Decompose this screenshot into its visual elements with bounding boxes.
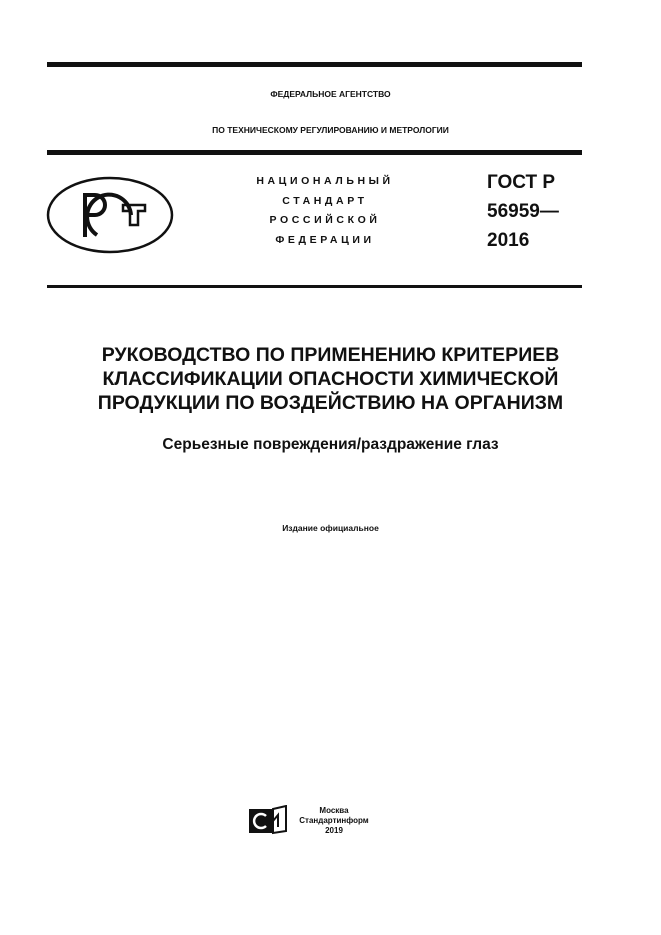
standard-line: НАЦИОНАЛЬНЫЙ [256,175,394,187]
gost-line: 2016 [487,230,530,251]
title-line: ПРОДУКЦИИ ПО ВОЗДЕЙСТВИЮ НА ОРГАНИЗМ [97,392,564,414]
top-rule [47,62,582,67]
title-line: КЛАССИФИКАЦИИ ОПАСНОСТИ ХИМИЧЕСКОЙ [102,368,559,390]
publisher-city: Москва [319,806,349,815]
national-standard-label [225,172,425,250]
gost-number [487,168,559,255]
rst-logo-icon [45,175,175,255]
header-rule [47,150,582,155]
standard-line: ФЕДЕРАЦИИ [275,233,375,246]
agency-line-1: ФЕДЕРАЛЬНОЕ АГЕНТСТВО [270,89,391,99]
publisher-info [298,806,370,836]
gost-line: 56959— [487,201,559,222]
document-title [0,343,661,415]
agency-line-2: ПО ТЕХНИЧЕСКОМУ РЕГУЛИРОВАНИЮ И МЕТРОЛОГИИ [212,125,449,135]
standard-line: РОССИЙСКОЙ [269,214,381,226]
standartinform-logo-icon [248,805,288,837]
publisher-name: Стандартинформ [299,816,369,825]
standard-line: СТАНДАРТ [282,194,368,207]
document-subtitle: Серьезные повреждения/раздражение глаз [162,436,499,453]
section-rule [47,285,582,288]
publisher-year: 2019 [325,826,343,835]
edition-label: Издание официальное [282,523,379,533]
gost-line: ГОСТ Р [487,172,556,193]
title-line: РУКОВОДСТВО ПО ПРИМЕНЕНИЮ КРИТЕРИЕВ [101,344,560,366]
